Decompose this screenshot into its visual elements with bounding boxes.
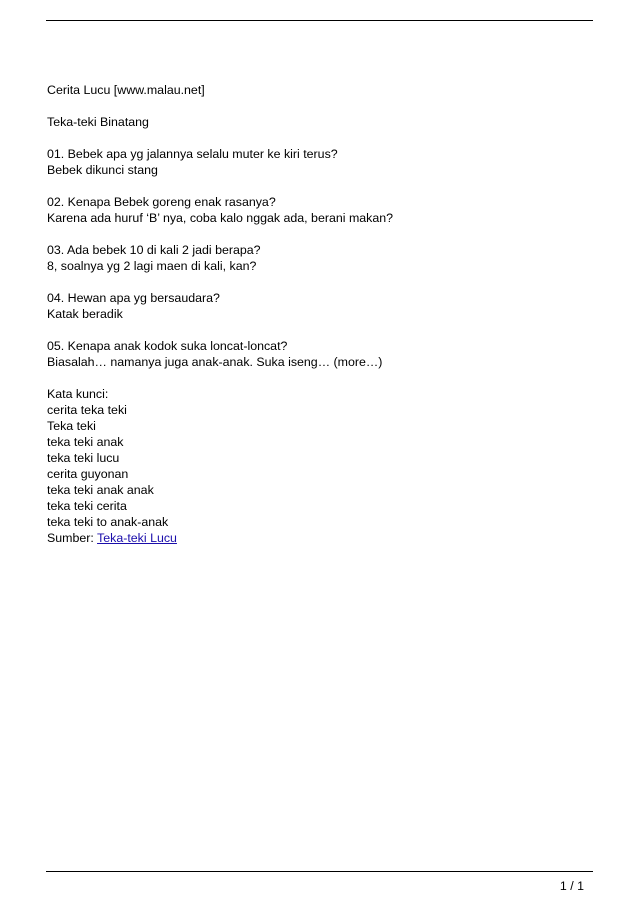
page-number: 1 / 1 <box>559 879 584 893</box>
riddle-answer: Karena ada huruf ‘B’ nya, coba kalo nggak ada, berani makan? <box>47 211 394 225</box>
article-title: Teka-teki Binatang <box>47 115 149 129</box>
keyword-item: teka teki anak anak <box>47 483 154 497</box>
riddle-question: 05. Kenapa anak kodok suka loncat-loncat? <box>47 339 288 353</box>
keyword-item: cerita teka teki <box>47 403 127 417</box>
source-link[interactable]: Teka-teki Lucu <box>97 531 177 545</box>
keyword-item: teka teki to anak-anak <box>47 515 169 529</box>
riddle-answer: 8, soalnya yg 2 lagi maen di kali, kan? <box>47 259 257 273</box>
riddle-question: 04. Hewan apa yg bersaudara? <box>47 291 220 305</box>
riddle-answer: Katak beradik <box>47 307 123 321</box>
riddle-question: 02. Kenapa Bebek goreng enak rasanya? <box>47 195 276 209</box>
source-line <box>47 530 592 546</box>
source-label: Sumber: <box>47 531 98 545</box>
keyword-item: cerita guyonan <box>47 467 129 481</box>
keyword-item: teka teki cerita <box>47 499 127 513</box>
riddle-question: 01. Bebek apa yg jalannya selalu muter ke kiri terus? <box>47 147 338 161</box>
keyword-item: teka teki anak <box>47 435 124 449</box>
footer-rule <box>46 871 593 872</box>
riddle-answer: Biasalah… namanya juga anak-anak. Suka iseng… (more…) <box>47 355 383 369</box>
keyword-item: teka teki lucu <box>47 451 120 465</box>
riddle-answer: Bebek dikunci stang <box>47 163 158 177</box>
document-body <box>47 82 592 546</box>
header-rule <box>46 20 593 21</box>
keywords-label: Kata kunci: <box>47 387 109 401</box>
riddle-question: 03. Ada bebek 10 di kali 2 jadi berapa? <box>47 243 261 257</box>
site-header: Cerita Lucu [www.malau.net] <box>47 83 205 97</box>
keyword-item: Teka teki <box>47 419 96 433</box>
